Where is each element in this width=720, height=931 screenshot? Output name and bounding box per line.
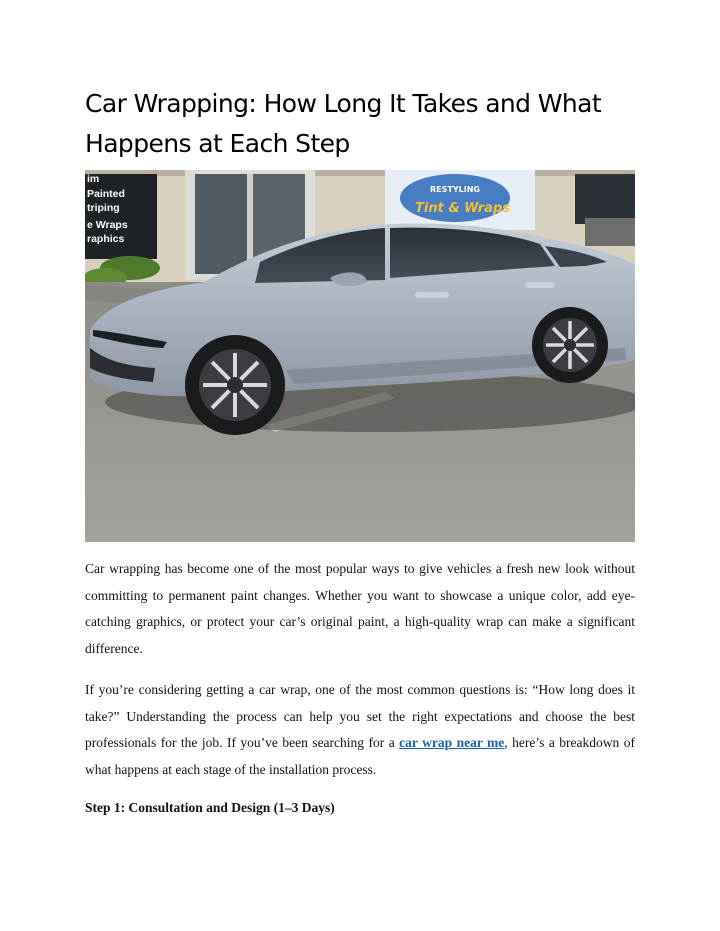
window-sign-line: im: [87, 173, 100, 185]
step1-heading: Step 1: Consultation and Design (1–3 Days): [85, 800, 335, 815]
car-photo: [85, 170, 635, 542]
window-sign-line: Painted: [87, 188, 125, 200]
window-sign-line: e Wraps: [87, 219, 128, 231]
window-sign-line: raphics: [87, 233, 125, 245]
intro-paragraph: Car wrapping has become one of the most popular ways to give vehicles a fresh new look without committing to permanent paint changes. Whether you want to showcase a unique color, add eye-catching graphics, or protect your car’s original paint, a high-quality wrap can make a significant difference.: [85, 561, 635, 656]
car-wrap-near-me-link[interactable]: car wrap near me: [399, 735, 505, 750]
window-sign-line: triping: [87, 202, 120, 214]
shop-logo-line: Tint & Wraps: [415, 201, 510, 216]
process-paragraph-text: If you’re considering getting a car wrap, one of the most common questions is: “How long does it take?” Understanding the process can help you set the right expectations and choose the best professionals for the job. If you’ve been searching for a: [85, 682, 635, 750]
shop-logo-line: RESTYLING: [430, 185, 480, 194]
process-paragraph-text-end: , here’s a breakdown of what happens at each stage of the installation process.: [85, 735, 635, 777]
process-paragraph: [85, 677, 635, 783]
page-title: Car Wrapping: How Long It Takes and What Happens at Each Step: [85, 89, 602, 158]
